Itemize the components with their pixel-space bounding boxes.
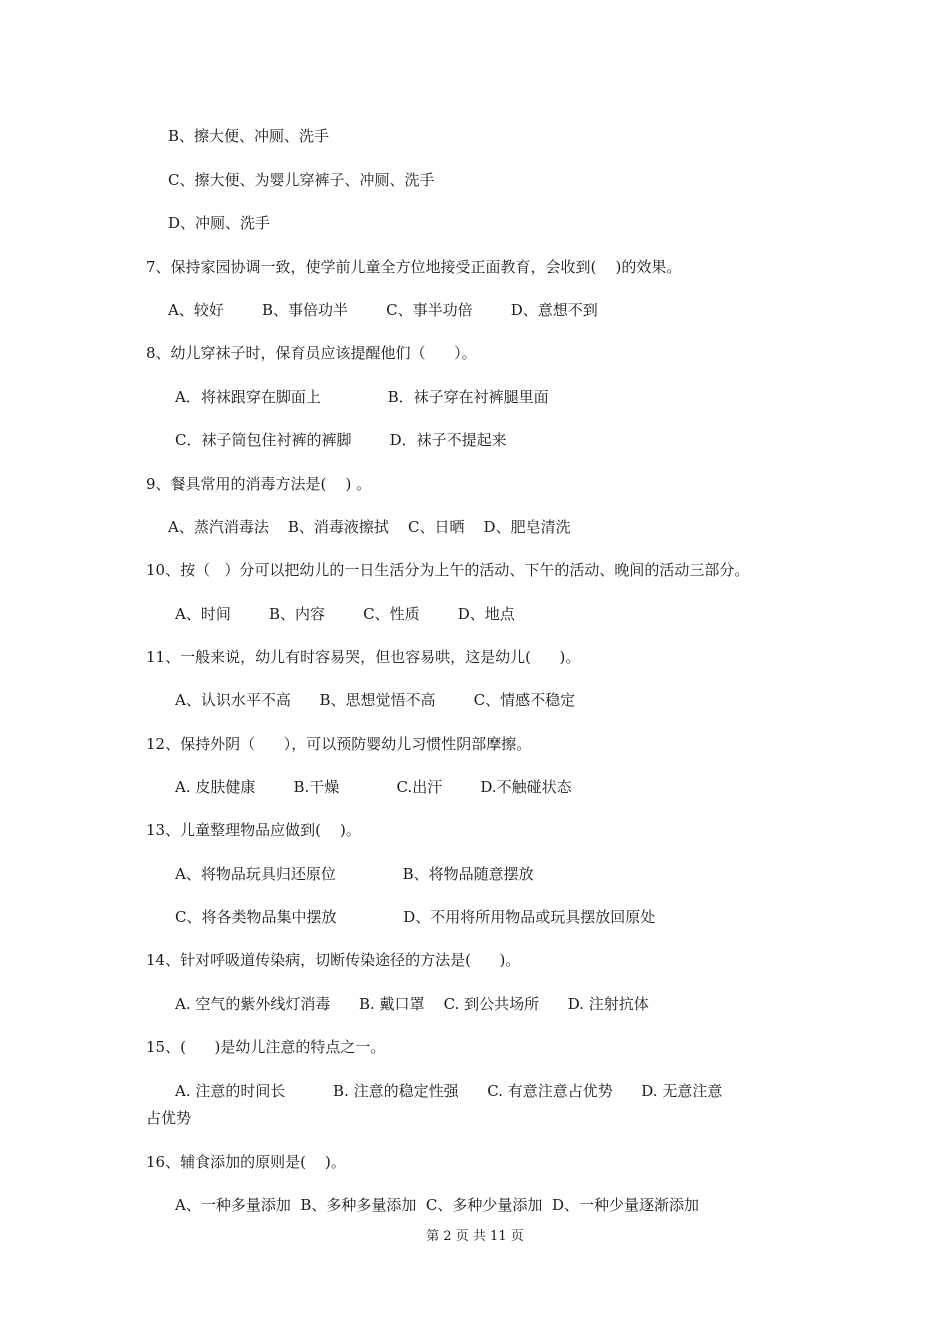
question-8: 8、幼儿穿袜子时，保育员应该提醒他们（ ）。: [146, 344, 477, 362]
question-7: 7、保持家园协调一致，使学前儿童全方位地接受正面教育，会收到( )的效果。: [146, 258, 682, 276]
q15-options-continued: 占优势: [146, 1109, 192, 1127]
q6-option-b: B、擦大便、冲厕、洗手: [168, 127, 330, 145]
question-10: 10、按（ ）分可以把幼儿的一日生活分为上午的活动、下午的活动、晚间的活动三部分。: [146, 561, 750, 579]
q10-options: A、时间 B、内容 C、性质 D、地点: [175, 605, 515, 623]
q12-options: A. 皮肤健康 B.干燥 C.出汗 D.不触碰状态: [175, 778, 572, 796]
q13-options-cd: C、将各类物品集中摆放 D、不用将所用物品或玩具摆放回原处: [175, 908, 656, 926]
q16-options: A、一种多量添加 B、多种多量添加 C、多种少量添加 D、一种少量逐渐添加: [175, 1196, 699, 1214]
q14-options: A. 空气的紫外线灯消毒 B. 戴口罩 C. 到公共场所 D. 注射抗体: [175, 995, 649, 1013]
question-13: 13、儿童整理物品应做到( )。: [146, 821, 361, 839]
question-16: 16、辅食添加的原则是( )。: [146, 1153, 346, 1171]
q13-options-ab: A、将物品玩具归还原位 B、将物品随意摆放: [175, 865, 534, 883]
question-14: 14、针对呼吸道传染病，切断传染途径的方法是( )。: [146, 951, 521, 969]
q11-options: A、认识水平不高 B、思想觉悟不高 C、情感不稳定: [175, 691, 576, 709]
q9-options: A、蒸汽消毒法 B、消毒液擦拭 C、日晒 D、肥皂清洗: [168, 518, 571, 536]
q7-options: A、较好 B、事倍功半 C、事半功倍 D、意想不到: [168, 301, 598, 319]
page-footer: 第 2 页 共 11 页: [426, 1229, 524, 1244]
question-9: 9、餐具常用的消毒方法是( ) 。: [146, 475, 372, 493]
q8-options-cd: C．袜子筒包住衬裤的裤脚 D．袜子不提起来: [175, 431, 507, 449]
q6-option-c: C、擦大便、为婴儿穿裤子、冲厕、洗手: [168, 171, 435, 189]
question-15: 15、( )是幼儿注意的特点之一。: [146, 1038, 386, 1056]
q15-options: A. 注意的时间长 B. 注意的稳定性强 C. 有意注意占优势 D. 无意注意: [175, 1082, 723, 1100]
q8-options-ab: A．将袜跟穿在脚面上 B．袜子穿在衬裤腿里面: [175, 388, 549, 406]
question-12: 12、保持外阴（ ），可以预防婴幼儿习惯性阴部摩擦。: [146, 735, 532, 753]
question-11: 11、一般来说，幼儿有时容易哭，但也容易哄，这是幼儿( )。: [146, 648, 581, 666]
q6-option-d: D、冲厕、洗手: [168, 214, 271, 232]
